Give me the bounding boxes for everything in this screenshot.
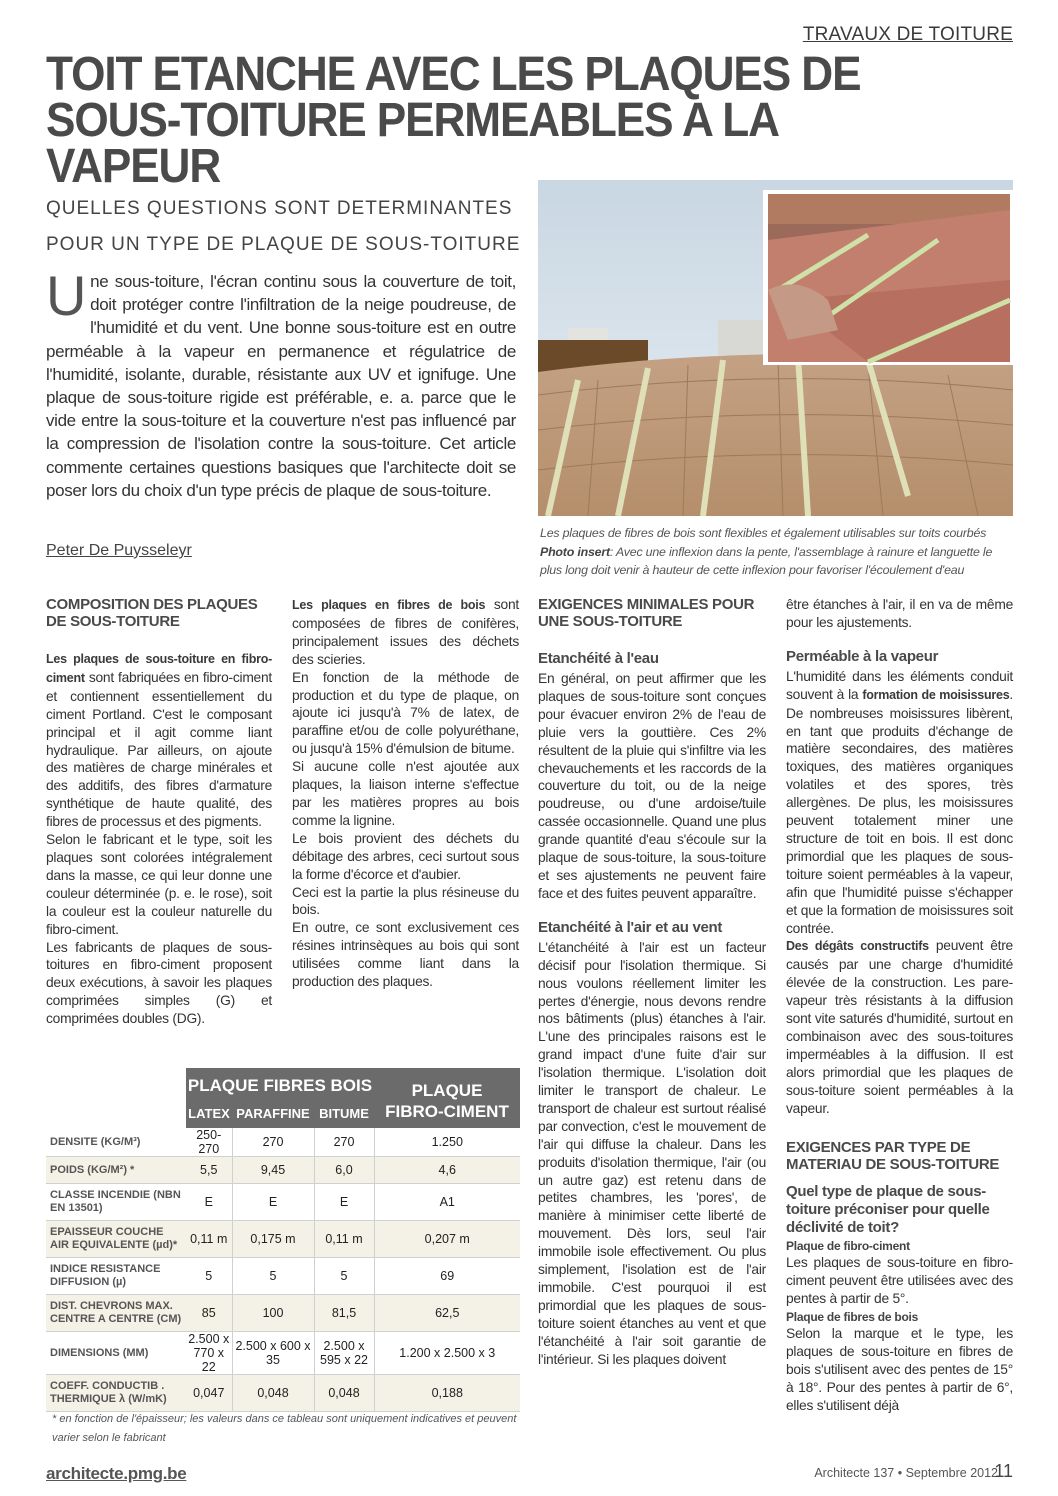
table-cell-bitume: E: [314, 1184, 374, 1221]
subheading-etancheite-eau: Etanchéité à l'eau: [538, 650, 659, 667]
table-footnote: * en fonction de l'épaisseur; les valeurs dans ce tableau sont uniquement indicatives et peuvent varier selon le fabricant: [52, 1413, 517, 1444]
table-label-cell: COEFF. CONDUCTIB . THERMIQUE λ (W/mK): [46, 1375, 186, 1412]
bold-term: formation de moisissures: [862, 687, 1010, 702]
bold-term: Des dégâts constructifs: [786, 939, 929, 954]
table-row: [46, 1184, 520, 1221]
table-cell-fibro: 1.250: [374, 1128, 520, 1157]
bold-term: Les plaques de sous-toiture en fibro-ciment: [46, 652, 272, 685]
paragraph: Si aucune colle n'est ajoutée aux plaques, la liaison interne s'effectue par les matières propres au bois comme la lignine.: [292, 759, 519, 828]
paragraph-text: peuvent être causés par une charge d'humidité élevée de la construction. Les pare-vapeur très résistants à la diffusion sont vite saturés d'humidité, surtout en combinaison avec des sous-toitures imperméables à la diffusion. Il est alors primordial que les plaques de sous-toiture soient perméables à la vapeur.: [786, 938, 1013, 1116]
paragraph: Ceci est la partie la plus résineuse du bois.: [292, 884, 519, 918]
footer-issue: Architecte 137 • Septembre 2012: [814, 1466, 998, 1480]
paragraph: L'étanchéité à l'air est un facteur décisif pour l'isolation thermique. Si nous voulons réellement limiter les pertes d'énergie, nous devons rendre nos bâtiments (plus) étanches à l'air. L'une des principales raisons est le grand impact d'une fuite d'air sur l'isolation thermique. L'isolation doit limiter le transport de chaleur. Le transport de chaleur est surtout réalisé par convection, c'est le mouvement de l'air qui diffuse la chaleur. Dans les produits d'isolation thermique, l'air (ou un autre gaz) est retenu dans de petites chambres, les 'pores', de manière à minimiser cette liberté de mouvement. Dès lors, seul l'air immobile isole effectivement. Ou plus simplement, l'isolation est de l'air immobile. C'est pourquoi il est primordial que les plaques de sous-toiture soient étanches au vent et que l'étanchéité à l'air soit garantie de l'intérieur. Si les plaques doivent: [538, 939, 766, 1367]
table-row: [46, 1221, 520, 1258]
page-number: 11: [994, 1461, 1013, 1481]
heading-composition: COMPOSITION DES PLAQUES DE SOUS-TOITURE: [46, 596, 258, 630]
paragraph: [46, 650, 272, 831]
table-cell-latex: 2.500 x 770 x 22: [186, 1332, 232, 1375]
article-title: TOIT ETANCHE AVEC LES PLAQUES DE SOUS-TOITURE PERMEABLES A LA VAPEUR: [46, 48, 861, 193]
paragraph: être étanches à l'air, il en va de même pour les ajustements.: [786, 597, 1013, 630]
column-4: [786, 596, 1013, 1415]
table-cell-paraffine: 2.500 x 600 x 35: [232, 1332, 314, 1375]
table-cell-latex: 0,11 m: [186, 1221, 232, 1258]
paragraph-text: sont fabriquées en fibro-ciment et contiennent essentiellement du ciment Portland. C'est le composant principal et il agit comme liant hydraulique. Par ailleurs, on ajoute des matières de charge minérales et des additifs, des fibres d'armature synthétique de haute qualité, des fibres de processus et des pigments.: [46, 669, 272, 830]
section-tag: TRAVAUX DE TOITURE: [802, 24, 1013, 45]
column-2: [292, 596, 519, 991]
subtitle-line-1: QUELLES QUESTIONS SONT DETERMINANTES: [46, 198, 513, 219]
drop-cap: U: [46, 264, 87, 327]
paragraph: En fonction de la méthode de production et du type de plaque, on ajoute ici jusqu'à 7% de latex, de paraffine et/ou de colle polyuréthane, ou jusqu'à 15% d'émulsion de bitume.: [292, 669, 519, 757]
table-cell-latex: 250-270: [186, 1128, 232, 1157]
table-cell-fibro: 0,188: [374, 1375, 520, 1412]
paragraph: En outre, ce sont exclusivement ces résines intrinsèques au bois qui sont utilisées comme liant dans la production des plaques.: [292, 920, 519, 990]
photo-caption: [540, 524, 1010, 580]
header-fibro-ciment: [374, 1068, 520, 1128]
paragraph: En général, on peut affirmer que les plaques de sous-toiture sont conçues pour évacuer environ 2% de l'eau de pluie vers la gouttière. Ces 2% résultent de la pluie qui s'infiltre via les chevauchements et les raccords de la couverture du toit, ou de la neige poudreuse, ou d'une ardoise/tuile cassée occasionnelle. Quand une plus grande quantité d'eau s'écoule sur la plaque de sous-toiture, la sous-toiture et ses ajustements ne peuvent faire face et des fuites peuvent apparaître.: [538, 671, 766, 901]
table-cell-bitume: 270: [314, 1128, 374, 1157]
table-cell-paraffine: 270: [232, 1128, 314, 1157]
paragraph: Les plaques de sous-toiture en fibro-ciment peuvent être utilisées avec des pentes à partir de 5°.: [786, 1255, 1013, 1307]
spec-table: [46, 1068, 520, 1412]
header-paraffine: PARAFFINE: [232, 1098, 314, 1128]
table-cell-paraffine: 0,175 m: [232, 1221, 314, 1258]
table-label-cell: DIST. CHEVRONS MAX. CENTRE A CENTRE (CM): [46, 1295, 186, 1332]
subheading-etancheite-air: Etanchéité à l'air et au vent: [538, 918, 723, 936]
heading-exigences-materiau: EXIGENCES PAR TYPE DE MATERIAU DE SOUS-TOITURE: [786, 1139, 1000, 1174]
table-cell-paraffine: 0,048: [232, 1375, 314, 1412]
column-1: [46, 596, 272, 1028]
table-cell-bitume: 0,11 m: [314, 1221, 374, 1258]
subtitle-line-2: POUR UN TYPE DE PLAQUE DE SOUS-TOITURE: [46, 234, 521, 255]
table-cell-bitume: 6,0: [314, 1157, 374, 1184]
table-cell-fibro: A1: [374, 1184, 520, 1221]
table-row: [46, 1157, 520, 1184]
table-label-cell: DIMENSIONS (MM): [46, 1332, 186, 1375]
intro-text: ne sous-toiture, l'écran continu sous la couverture de toit, doit protéger contre l'infiltration de la neige poudreuse, de l'humidité et du vent. Une bonne sous-toiture est en outre perméable à la vapeur en permanence et régulatrice de l'humidité, isolante, durable, résistante aux UV et ignifuge. Une plaque de sous-toiture rigide est préférable, e. a. parce que le vide entre la sous-toiture et la couverture n'est pas influencé par la compression de l'isolation contre la sous-toiture. Cet article commente certaines questions basiques que l'architecte doit se poser lors du choix d'un type précis de plaque de sous-toiture.: [46, 272, 516, 500]
paragraph-text: sont composées de fibres de conifères, principalement issues des déchets des scieries.: [292, 597, 519, 667]
table-cell-bitume: 5: [314, 1258, 374, 1295]
table-label-cell: POIDS (KG/M²) *: [46, 1157, 186, 1184]
table-cell-bitume: 81,5: [314, 1295, 374, 1332]
header-fibro-line2: FIBRO-CIMENT: [385, 1102, 509, 1121]
table-label-cell: INDICE RESISTANCE DIFFUSION (µ): [46, 1258, 186, 1295]
column-3: [538, 596, 766, 1369]
bold-term: Les plaques en fibres de bois: [292, 598, 486, 612]
table-cell-fibro: 1.200 x 2.500 x 3: [374, 1332, 520, 1375]
paragraph: Les fabricants de plaques de sous-toitures en fibro-ciment proposent deux exécutions, à savoir les plaques comprimées simples (G) et comprimées doubles (DG).: [46, 939, 272, 1027]
table-cell-latex: 5: [186, 1258, 232, 1295]
table-cell-fibro: 0,207 m: [374, 1221, 520, 1258]
header-bitume: BITUME: [314, 1098, 374, 1128]
table-cell-fibro: 69: [374, 1258, 520, 1295]
table-cell-paraffine: E: [232, 1184, 314, 1221]
table-cell-paraffine: 5: [232, 1258, 314, 1295]
table-cell-latex: 85: [186, 1295, 232, 1332]
paragraph: [292, 596, 519, 669]
paragraph: Selon la marque et le type, les plaques de sous-toiture en fibres de bois s'utilisent avec des pentes de 15° à 18°. Pour des pentes à partir de 6°, elles s'utilisent déjà: [786, 1326, 1013, 1413]
paragraph: Le bois provient des déchets du débitage des arbres, ceci surtout sous la forme d'écorce et d'aubier.: [292, 830, 519, 882]
author-byline: Peter De Puysseleyr: [46, 542, 192, 559]
table-row: [46, 1258, 520, 1295]
paragraph-text: . De nombreuses moisissures libèrent, en tant que produits d'échange de matière secondaires, des matières toxiques, des matières organiques volatiles et des spores, très allergènes. De plus, les moisissures peuvent totalement miner une structure de toit en bois. Il est donc primordial que les plaques de sous-toiture soient perméables à la vapeur, afin que l'humidité puisse s'échapper et que la formation de moisissures soit contrée.: [786, 686, 1014, 936]
caption-insert-label: Photo insert: [540, 544, 610, 559]
minor-heading: Plaque de fibro-ciment: [786, 1239, 910, 1254]
heading-exigences-minimales: EXIGENCES MINIMALES POUR UNE SOUS-TOITURE: [538, 596, 755, 630]
table-cell-fibro: 4,6: [374, 1157, 520, 1184]
table-cell-bitume: 2.500 x 595 x 22: [314, 1332, 374, 1375]
table-row: [46, 1128, 520, 1157]
table-row: [46, 1332, 520, 1375]
caption-insert-text: : Avec une inflexion dans la pente, l'assemblage à rainure et languette le plus long doit venir à hauteur de cette inflexion pour favoriser l'écoulement d'eau: [540, 544, 993, 578]
header-fibro-line1: PLAQUE: [411, 1081, 483, 1100]
caption-line: Les plaques de fibres de bois sont flexibles et également utilisables sur toits courbés: [540, 526, 987, 540]
table-header-row: [46, 1068, 520, 1098]
footer-website: architecte.pmg.be: [46, 1464, 187, 1483]
table-cell-bitume: 0,048: [314, 1375, 374, 1412]
table-cell-paraffine: 100: [232, 1295, 314, 1332]
table-cell-paraffine: 9,45: [232, 1157, 314, 1184]
table-cell-latex: E: [186, 1184, 232, 1221]
roof-photo: [538, 180, 1013, 516]
table-row: [46, 1375, 520, 1412]
table-row: [46, 1295, 520, 1332]
paragraph: Selon le fabricant et le type, soit les plaques sont colorées intégralement dans la masse, ce qui leur donne une couleur déterminée (p. e. le rose), soit la couleur est la couleur naturelle du fibro-ciment.: [46, 832, 272, 937]
table-cell-latex: 0,047: [186, 1375, 232, 1412]
subheading-permeable-vapeur: Perméable à la vapeur: [786, 647, 939, 665]
table-cell-latex: 5,5: [186, 1157, 232, 1184]
header-latex: LATEX: [186, 1098, 232, 1128]
table-label-cell: CLASSE INCENDIE (NBN EN 13501): [46, 1184, 186, 1221]
table-label-cell: EPAISSEUR COUCHE AIR EQUIVALENTE (µd)*: [46, 1221, 186, 1258]
header-fibres-bois: PLAQUE FIBRES BOIS: [186, 1068, 374, 1098]
table-body: [46, 1128, 520, 1412]
paragraph: [786, 937, 1013, 1117]
paragraph-text: L'humidité dans les éléments conduit souvent à la: [786, 668, 1013, 702]
intro-paragraph: [46, 264, 516, 502]
table-cell-fibro: 62,5: [374, 1295, 520, 1332]
table-label-cell: DENSITE (KG/M³): [46, 1128, 186, 1157]
subheading-type-plaque: Quel type de plaque de sous-toiture préconiser pour quelle déclivité de toit?: [786, 1183, 990, 1237]
paragraph: [786, 668, 1013, 938]
minor-heading: Plaque de fibres de bois: [786, 1310, 919, 1325]
